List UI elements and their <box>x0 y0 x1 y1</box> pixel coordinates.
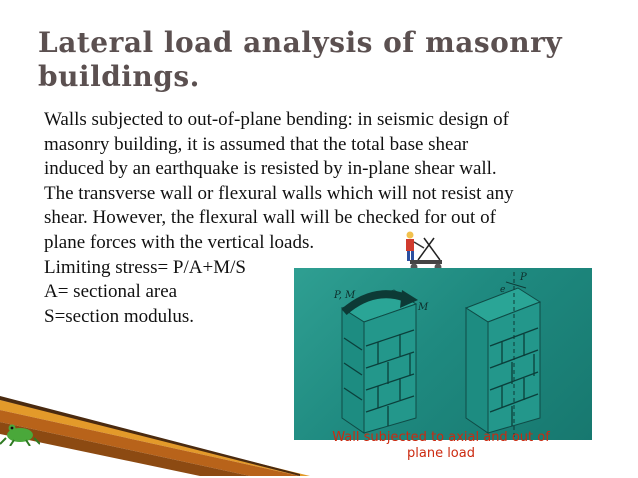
masonry-walls-diagram <box>294 268 592 440</box>
definition-area: A= sectional area <box>44 281 178 303</box>
label-p: P <box>520 272 527 283</box>
person-cart-icon <box>400 230 446 272</box>
caption-line: plane load <box>407 446 475 461</box>
figure-caption <box>300 430 582 462</box>
formula-line: Limiting stress= P/A+M/S <box>44 256 246 278</box>
frog-icon <box>0 420 40 446</box>
wall-figure <box>294 268 592 440</box>
slide-title: Lateral load analysis of masonry buildings. <box>38 26 563 93</box>
main-paragraph <box>44 108 604 256</box>
label-e: e <box>500 285 506 295</box>
paragraph-line: masonry building, it is assumed that the total base shear <box>44 133 469 155</box>
paragraph-line: plane forces with the vertical loads. <box>44 231 315 253</box>
definition-modulus: S=section modulus. <box>44 305 195 327</box>
decorative-stripes <box>0 390 310 478</box>
paragraph-line: induced by an earthquake is resisted by in-plane shear wall. <box>44 158 497 180</box>
caption-line: Wall subjected to axial and out of <box>332 430 550 445</box>
paragraph-line: Walls subjected to out-of-plane bending: in seismic design of <box>44 109 509 130</box>
label-pm: P, M <box>334 290 356 301</box>
label-m: M <box>418 302 429 313</box>
paragraph-line: shear. However, the flexural wall will be checked for out of <box>44 207 496 229</box>
paragraph-line: The transverse wall or flexural walls which will not resist any <box>44 182 514 204</box>
